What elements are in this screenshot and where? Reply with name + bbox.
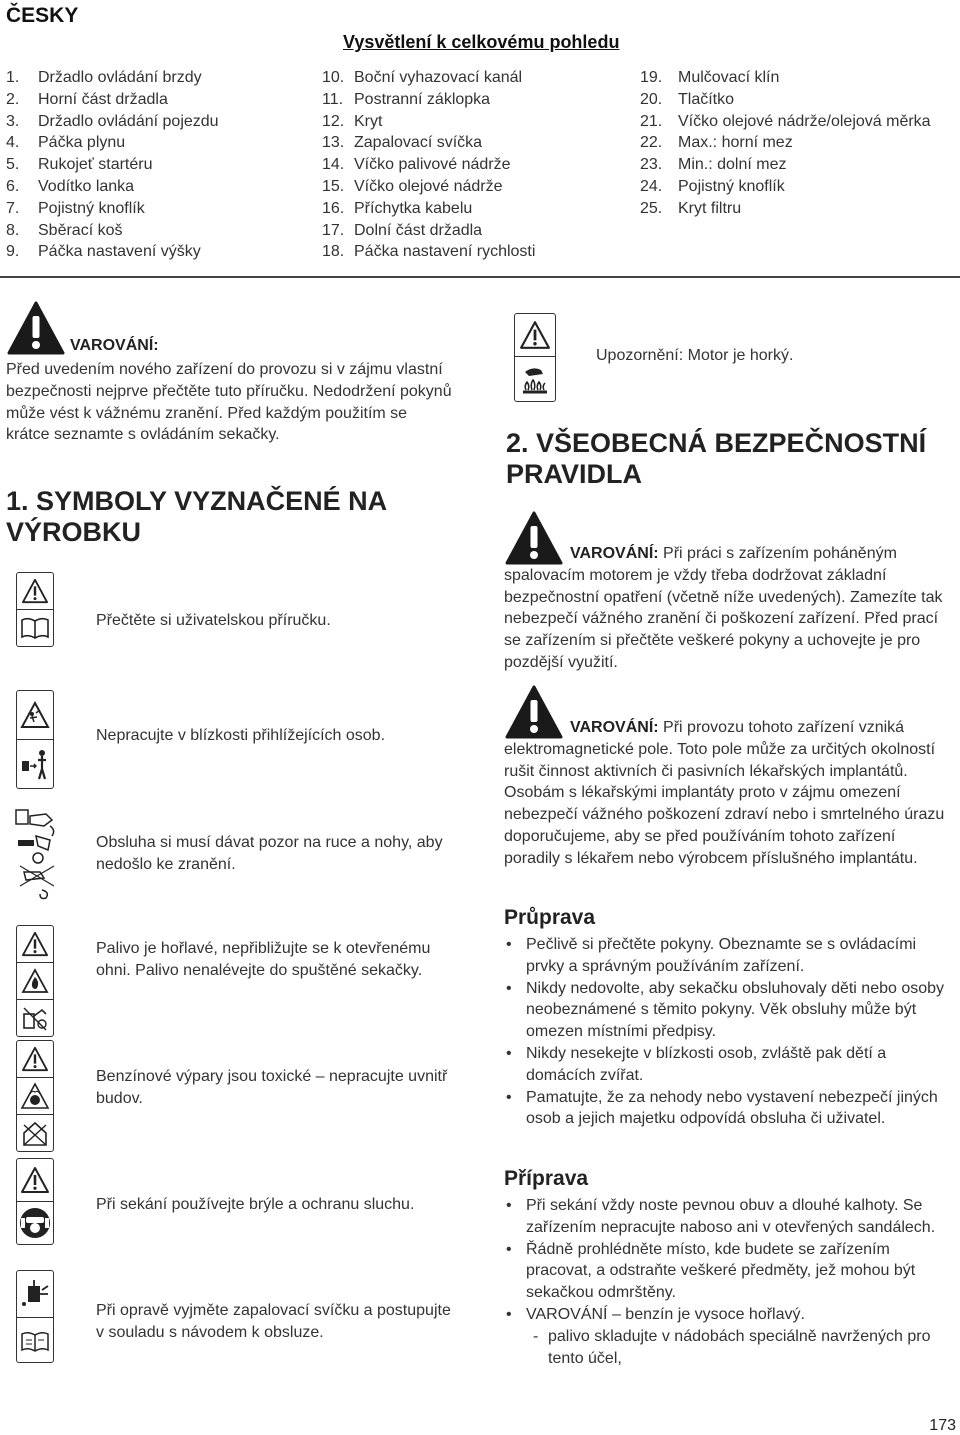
list-item: 18. Páčka nastavení rychlosti xyxy=(322,243,536,261)
symbol-toxic-fumes xyxy=(16,1040,54,1152)
list-item: 13. Zapalovací svíčka xyxy=(322,134,483,152)
warning-icon xyxy=(17,926,53,963)
symbol-spark-plug-maintenance xyxy=(16,1270,54,1363)
list-item: 12. Kryt xyxy=(322,112,383,130)
page-number: 173 xyxy=(929,1417,956,1434)
manual-icon xyxy=(17,1318,53,1362)
pruprava-list xyxy=(504,934,954,1130)
list-item: 24. Pojistný knoflík xyxy=(640,177,785,195)
symbol-text: Při opravě vyjměte zapalovací svíčku a postupujte v souladu s návodem k obsluze. xyxy=(96,1302,451,1341)
list-item: 25. Kryt filtru xyxy=(640,199,742,217)
parts-list-col2 xyxy=(322,67,612,263)
list-item: 9. Páčka nastavení výšky xyxy=(6,243,201,261)
refuel-icon xyxy=(17,1000,53,1036)
warning-label: VAROVÁNÍ: xyxy=(570,545,659,562)
list-item: - palivo skladujte v nádobách speciálně navržených pro tento účel, xyxy=(504,1326,954,1370)
symbol-fuel-flammable xyxy=(16,925,54,1037)
list-item: • Pečlivě si přečtěte pokyny. Obeznamte se s ovládacími prvky a správným používáním zařízení. xyxy=(504,934,954,978)
list-item: • Řádně prohlédněte místo, kde budete se zařízením pracovat, a odstraňte veškeré předměty, jež mohou být sekačkou odmrštěny. xyxy=(504,1239,954,1304)
list-item: • VAROVÁNÍ – benzín je vysoce hořlavý. xyxy=(504,1304,954,1326)
subsection-title: Průprava xyxy=(504,906,596,929)
warning-icon xyxy=(17,1159,53,1202)
list-item: 16. Příchytka kabelu xyxy=(322,199,473,217)
list-item: 11. Postranní záklopka xyxy=(322,90,491,108)
warning-text: VAROVÁNÍ: Při práci s zařízením poháněným spalovacím motorem je vždy třeba dodržovat základní bezpečnostní opatření (včetně níže uvedených). Zamezíte tak nebezpečí vážného zranění či poškození zařízení. Před prací se zařízením si přečtěte veškeré pokyny a uchovejte je pro pozdější využití. xyxy=(504,545,943,671)
priprava-list xyxy=(504,1195,954,1369)
list-item: 8. Sběrací koš xyxy=(6,221,123,239)
list-item: • Nikdy nesekejte v blízkosti osob, zvláště pak dětí a domácích zvířat. xyxy=(504,1043,954,1087)
list-item: 20. Tlačítko xyxy=(640,90,735,108)
list-item: 17. Dolní část držadla xyxy=(322,221,483,239)
subsection-title: Příprava xyxy=(504,1167,589,1190)
symbol-text: Přečtěte si uživatelskou příručku. xyxy=(96,612,331,629)
thrown-object-warning-icon xyxy=(17,691,53,740)
symbol-text: Obsluha si musí dávat pozor na ruce a nohy, aby nedošlo ke zranění. xyxy=(96,834,443,873)
hand-foot-blade-icon xyxy=(14,806,60,902)
list-item: • Pamatujte, že za nehody nebo vystavení nebezpečí jiných osob a jejich majetku odpovídá obsluha či uživatel. xyxy=(504,1087,954,1131)
list-item: 22. Max.: horní mez xyxy=(640,134,793,152)
flame-icon xyxy=(17,963,53,1000)
list-item: 6. Vodítko lanka xyxy=(6,177,135,195)
warning-icon xyxy=(17,1041,53,1078)
goggles-earmuffs-icon xyxy=(17,1202,53,1244)
list-item: 1. Držadlo ovládání brzdy xyxy=(6,69,202,86)
hot-engine-notice: Upozornění: Motor je horký. xyxy=(596,347,794,364)
list-item: 21. Víčko olejové nádrže/olejová měrka xyxy=(640,112,931,130)
list-item: 4. Páčka plynu xyxy=(6,134,126,152)
warning-icon xyxy=(515,314,555,357)
book-icon xyxy=(17,610,53,646)
section-divider xyxy=(0,276,960,278)
person-distance-icon xyxy=(17,740,53,788)
symbol-text: Při sekání používejte brýle a ochranu sluchu. xyxy=(96,1196,415,1213)
warning-triangle-icon xyxy=(6,300,66,356)
warning-text: Před uvedením nového zařízení do provozu si v zájmu vlastní bezpečnosti nejprve přečtěte tuto příručku. Nedodržení pokynů může vést k vážnému zranění. Před každým použitím se krátce seznamte s ovládáním sekačky. xyxy=(6,361,452,444)
warning-label: VAROVÁNÍ: xyxy=(70,337,159,354)
list-item: 14. Víčko palivové nádrže xyxy=(322,156,511,174)
parts-list-col3 xyxy=(640,67,940,220)
list-item: 23. Min.: dolní mez xyxy=(640,156,787,174)
warning-label: VAROVÁNÍ: xyxy=(570,719,659,736)
symbol-text: Benzínové výpary jsou toxické – nepracujte uvnitř budov. xyxy=(96,1068,448,1107)
parts-list-col1 xyxy=(6,67,306,263)
symbol-hands-feet xyxy=(14,806,60,902)
list-item: 7. Pojistný knoflík xyxy=(6,199,145,217)
list-item: 2. Horní část držadla xyxy=(6,90,168,108)
warning-icon xyxy=(17,573,53,610)
hot-surface-icon xyxy=(515,357,555,401)
section-1-title: 1. SYMBOLY VYZNAČENÉ NA VÝROBKU xyxy=(6,486,387,547)
spark-plug-icon xyxy=(17,1271,53,1318)
overview-title: Vysvětlení k celkovému pohledu xyxy=(343,32,620,52)
list-item: 19. Mulčovací klín xyxy=(640,69,780,86)
list-item: • Nikdy nedovolte, aby sekačku obsluhovaly děti nebo osoby neobeznámené s těmito pokyny. Věk obsluhy může být omezen místními předpisy. xyxy=(504,978,954,1043)
list-item: 15. Víčko olejové nádrže xyxy=(322,177,503,195)
symbol-hot-engine xyxy=(514,313,556,402)
list-item: 3. Držadlo ovládání pojezdu xyxy=(6,112,219,130)
symbol-bystanders xyxy=(16,690,54,789)
list-item: 10. Boční vyhazovací kanál xyxy=(322,69,523,86)
symbol-eye-ear-protection xyxy=(16,1158,54,1245)
list-item: • Při sekání vždy noste pevnou obuv a dlouhé kalhoty. Se zařízením nepracujte naboso ani v otevřených sandálech. xyxy=(504,1195,954,1239)
list-item: 5. Rukojeť startéru xyxy=(6,156,153,174)
symbol-text: Palivo je hořlavé, nepřibližujte se k otevřenému ohni. Palivo nenalévejte do spuštěné sekačky. xyxy=(96,940,431,979)
symbol-text: Nepracujte v blízkosti přihlížejících osob. xyxy=(96,727,386,744)
fumes-icon xyxy=(17,1078,53,1115)
symbol-read-manual xyxy=(16,572,54,647)
language-heading: ČESKY xyxy=(6,4,79,27)
section-2-title: 2. VŠEOBECNÁ BEZPEČNOSTNÍ PRAVIDLA xyxy=(506,428,927,489)
no-indoor-icon xyxy=(17,1115,53,1151)
warning-text: VAROVÁNÍ: Při provozu tohoto zařízení vzniká elektromagnetické pole. Toto pole může za určitých okolností rušit činnost aktivních či pasivních lékařských implantátů. Osobám s lékařskými implantáty proto v zájmu omezení nebezpečí vážného poškození zdraví nebo i smrtelného úrazu doporučujeme, aby se před používáním tohoto zařízení poradily s lékařem nebo výrobcem příslušného implantátu. xyxy=(504,719,945,867)
